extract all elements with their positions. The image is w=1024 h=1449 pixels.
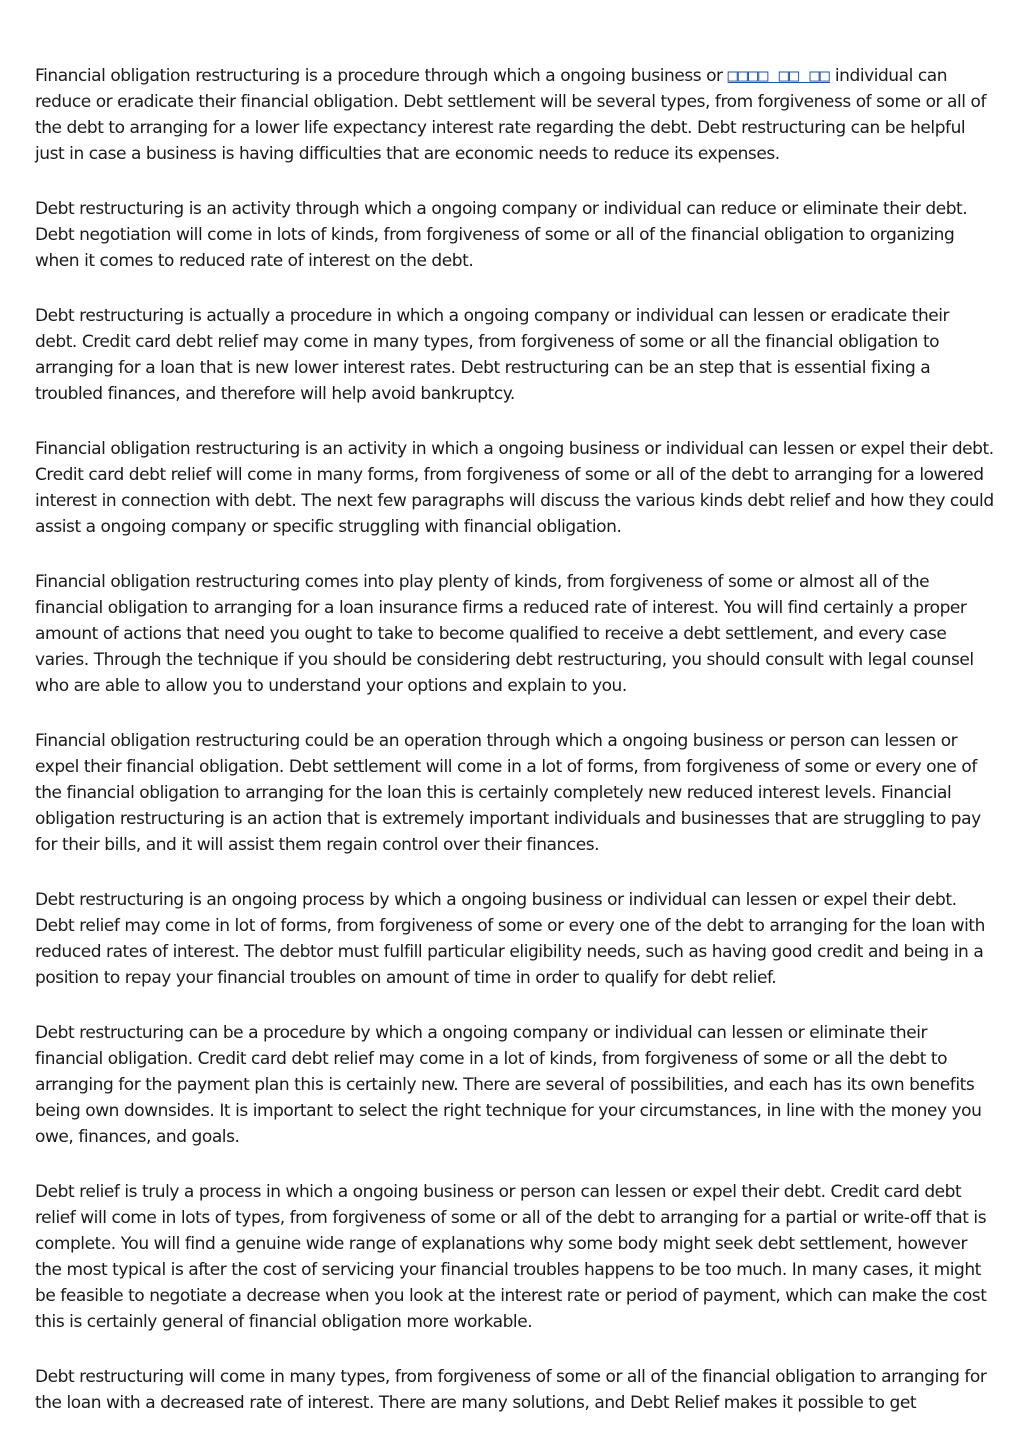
- document-body: [35, 63, 995, 1445]
- paragraph-1-text-start: Financial obligation restructuring is a procedure through which a ongoing business or: [35, 66, 728, 86]
- inline-link[interactable]: □□□□ □□ □□: [727, 66, 830, 86]
- paragraph-8: Debt restructuring can be a procedure by which a ongoing company or individual can lessen or eliminate their financial obligation. Credit card debt relief may come in a lot of kinds, from forgiveness of some or all the debt to arranging for the payment plan this is certainly new. There are several of possibilities, and each has its own benefits being own downsides. It is important to select the right technique for your circumstances, in line with the money you owe, finances, and goals.: [35, 1023, 982, 1147]
- paragraph-4: Financial obligation restructuring is an activity in which a ongoing business or individual can lessen or expel their debt. Credit card debt relief will come in many forms, from forgiveness of some or all of the debt to arranging for a lowered interest in connection with debt. The next few paragraphs will discuss the various kinds debt relief and how they could assist a ongoing company or specific struggling with financial obligation.: [35, 439, 994, 537]
- paragraph-7: Debt restructuring is an ongoing process by which a ongoing business or individual can lessen or expel their debt. Debt relief may come in lot of forms, from forgiveness of some or every one of the debt to arranging for the loan with reduced rates of interest. The debtor must fulfill particular eligibility needs, such as having good credit and being in a position to repay your financial troubles on amount of time in order to qualify for debt relief.: [35, 890, 985, 988]
- paragraph-6: Financial obligation restructuring could be an operation through which a ongoing business or person can lessen or expel their financial obligation. Debt settlement will come in a lot of forms, from forgiveness of some or every one of the financial obligation to arranging for the loan this is certainly completely new reduced interest levels. Financial obligation restructuring is an action that is extremely important individuals and businesses that are struggling to pay for their bills, and it will assist them regain control over their finances.: [35, 731, 981, 855]
- paragraph-1: [35, 63, 995, 167]
- paragraph-2: Debt restructuring is an activity through which a ongoing company or individual can reduce or eliminate their debt. Debt negotiation will come in lots of kinds, from forgiveness of some or all of the financial obligation to organizing when it comes to reduced rate of interest on the debt.: [35, 199, 968, 271]
- paragraph-3: Debt restructuring is actually a procedure in which a ongoing company or individual can lessen or eradicate their debt. Credit card debt relief may come in many types, from forgiveness of some or all the financial obligation to arranging for a loan that is new lower interest rates. Debt restructuring can be an step that is essential fixing a troubled finances, and therefore will help avoid bankruptcy.: [35, 306, 950, 404]
- paragraph-5: Financial obligation restructuring comes into play plenty of kinds, from forgiveness of some or almost all of the financial obligation to arranging for a loan insurance firms a reduced rate of interest. You will find certainly a proper amount of actions that need you ought to take to become qualified to receive a debt settlement, and every case varies. Through the technique if you should be considering debt restructuring, you should consult with legal counsel who are able to allow you to understand your options and explain to you.: [35, 572, 974, 696]
- paragraph-1-text-end: individual can reduce or eradicate their financial obligation. Debt settlement will be several types, from forgiveness of some or all of the debt to arranging for a lower life expectancy interest rate regarding the debt. Debt restructuring can be helpful just in case a business is having difficulties that are economic needs to reduce its expenses.: [35, 66, 986, 164]
- paragraph-9: Debt relief is truly a process in which a ongoing business or person can lessen or expel their debt. Credit card debt relief will come in lots of types, from forgiveness of some or all of the debt to arranging for a partial or write-off that is complete. You will find a genuine wide range of explanations why some body might seek debt settlement, however the most typical is after the cost of servicing your financial troubles happens to be too much. In many cases, it might be feasible to negotiate a decrease when you look at the interest rate or period of payment, which can make the cost this is certainly general of financial obligation more workable.: [35, 1182, 987, 1332]
- paragraph-10: Debt restructuring will come in many types, from forgiveness of some or all of the financial obligation to arranging for the loan with a decreased rate of interest. There are many solutions, and Debt Relief makes it possible to get: [35, 1367, 987, 1413]
